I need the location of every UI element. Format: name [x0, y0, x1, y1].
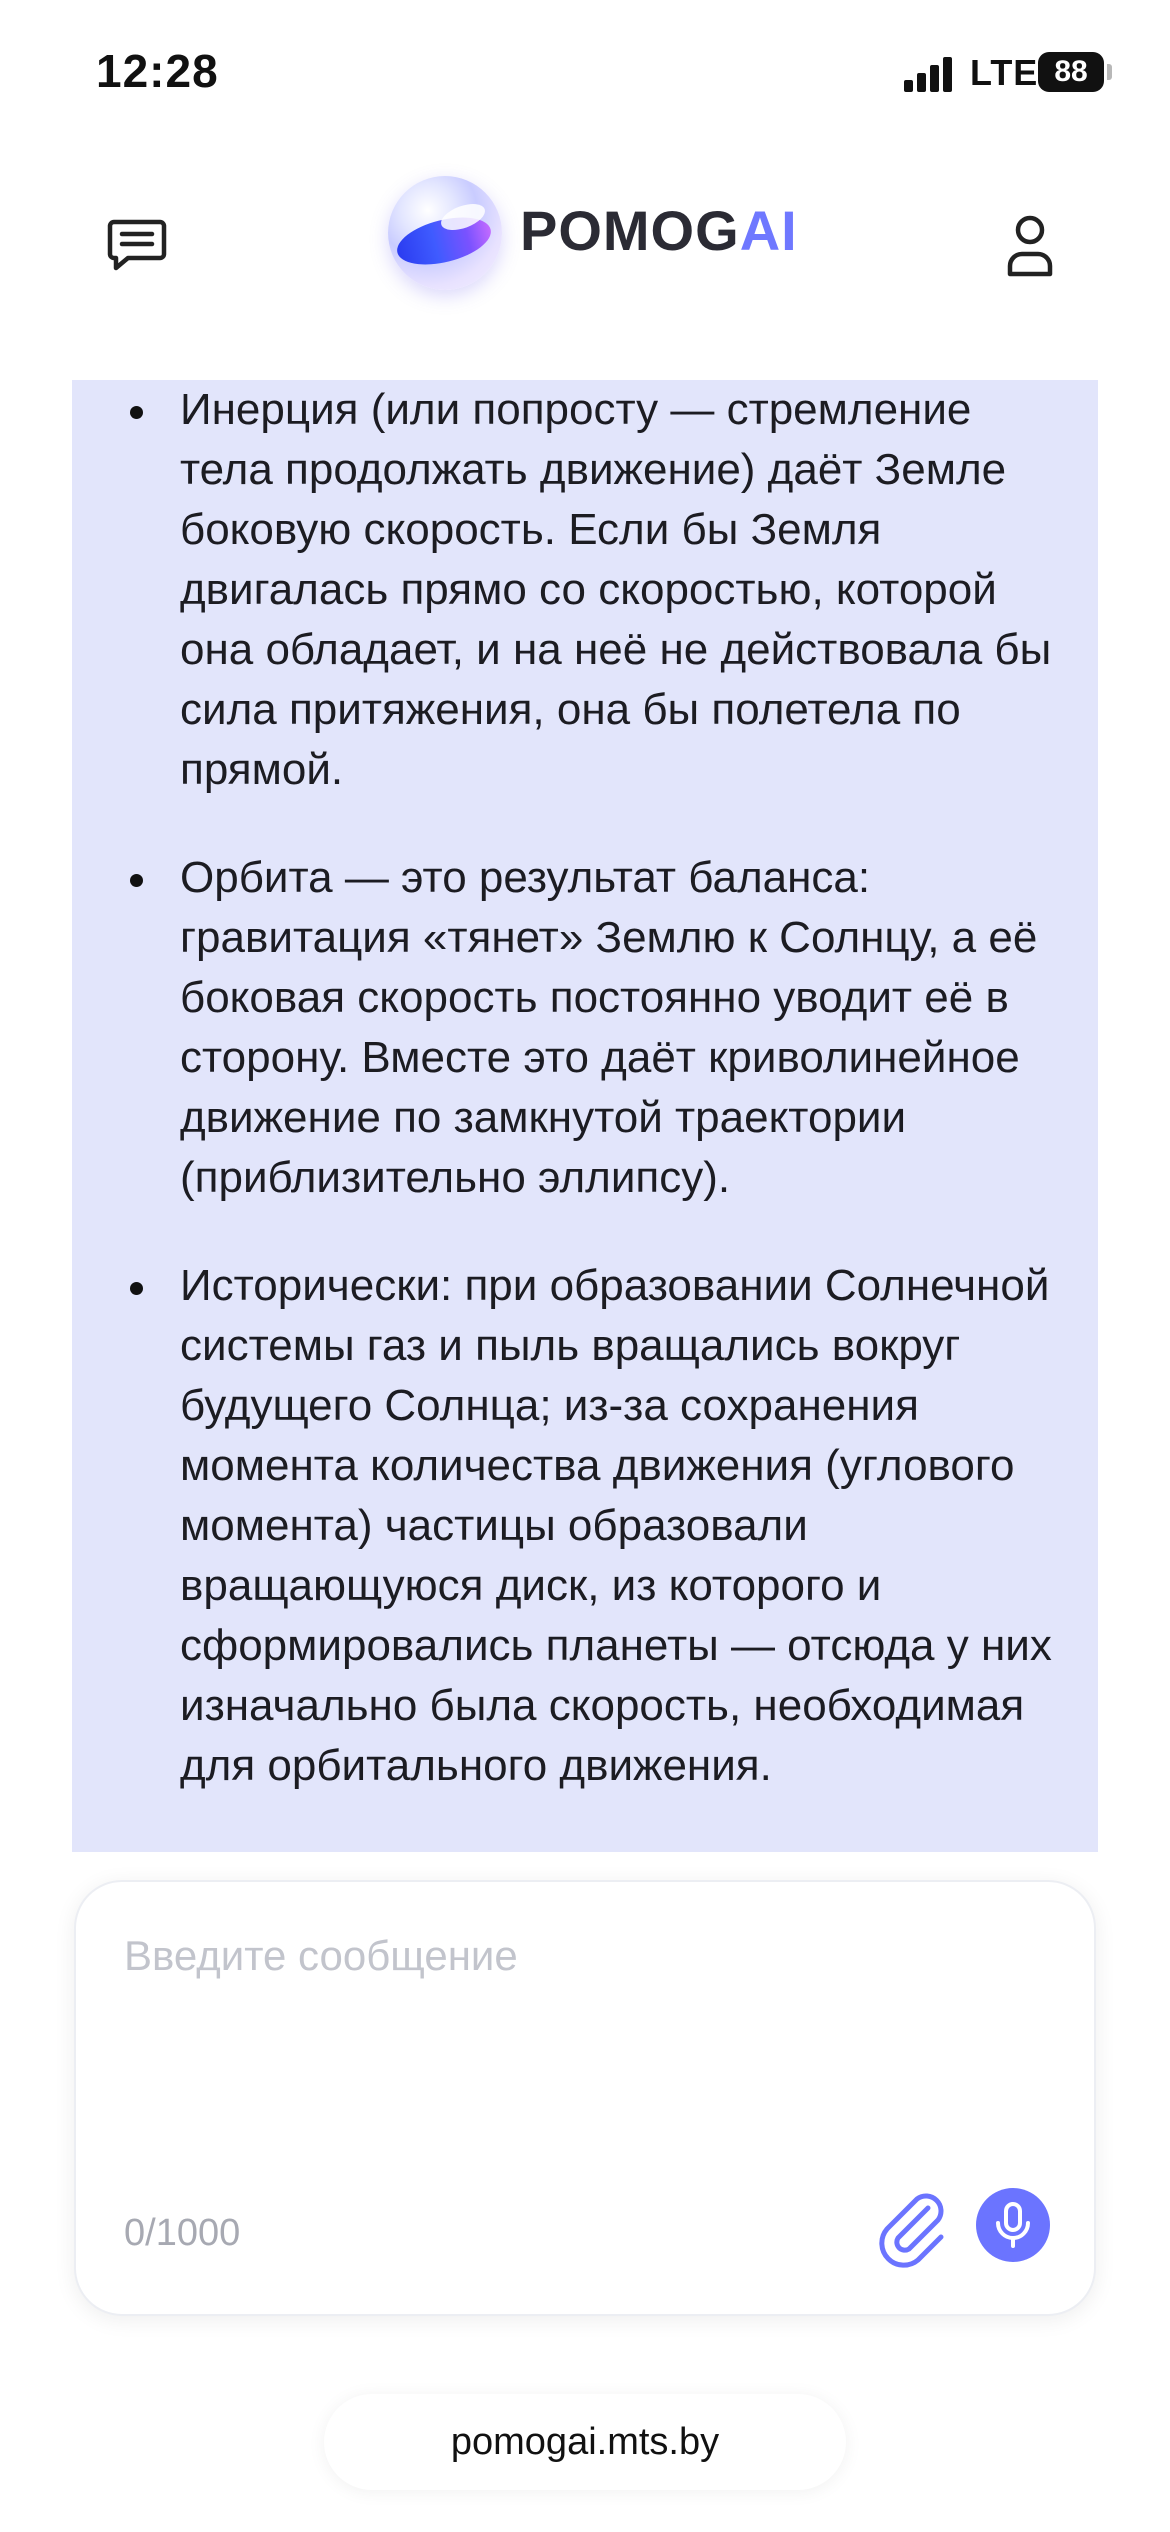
message-composer — [74, 1880, 1096, 2316]
chat-lines-icon — [104, 210, 172, 278]
mic-button[interactable] — [976, 2188, 1050, 2262]
profile-button[interactable] — [996, 210, 1064, 282]
browser-url-bar[interactable]: pomogai.mts.by — [324, 2394, 846, 2490]
cellular-signal-icon — [904, 56, 954, 92]
list-item — [72, 1256, 1098, 1796]
battery-cap — [1107, 64, 1112, 80]
logo-orb-icon — [388, 176, 502, 290]
status-bar — [0, 0, 1170, 140]
list-item — [72, 848, 1098, 1208]
logo-accent: AI — [739, 199, 798, 262]
bullet-text: Инерция (или попросту — стремление тела продолжать движение) даёт Земле боковую скорость. Если бы Земля двигалась прямо со скоростью, которой она обладает, и на неё не действовала бы сила притяжения, она бы полетела по прямой. — [180, 385, 1052, 794]
user-icon — [996, 210, 1064, 282]
app-header — [0, 140, 1170, 380]
network-type: LTE — [970, 52, 1039, 93]
paperclip-icon — [868, 2182, 954, 2268]
bullet-text: Орбита — это результат баланса: гравитация «тянет» Землю к Солнцу, а её боковая скорость постоянно уводит её в сторону. Вместе это даёт криволинейное движение по замкнутой траектории (приблизительно эллипсу). — [180, 853, 1038, 1202]
chats-button[interactable] — [104, 210, 172, 278]
logo-text — [520, 198, 798, 263]
status-time: 12:28 — [96, 45, 219, 97]
battery-icon — [1038, 52, 1104, 92]
logo-main: POMOG — [520, 199, 740, 262]
attach-button[interactable] — [868, 2182, 954, 2268]
bullet-text: Исторически: при образовании Солнечной системы газ и пыль вращались вокруг будущего Солнца; из-за сохранения момента количества движения (углового момента) частицы образовали вращающуюся диск, из которого и сформировались планеты — отсюда у них изначально была скорость, необходимая для орбитального движения. — [180, 1261, 1052, 1790]
message-input[interactable] — [124, 1932, 1044, 2132]
message-bullet-list — [72, 380, 1098, 1796]
list-item — [72, 380, 1098, 800]
char-counter: 0/1000 — [124, 2212, 241, 2254]
battery-level: 88 — [1054, 55, 1088, 88]
assistant-message — [72, 380, 1098, 1852]
microphone-icon — [993, 2202, 1033, 2248]
